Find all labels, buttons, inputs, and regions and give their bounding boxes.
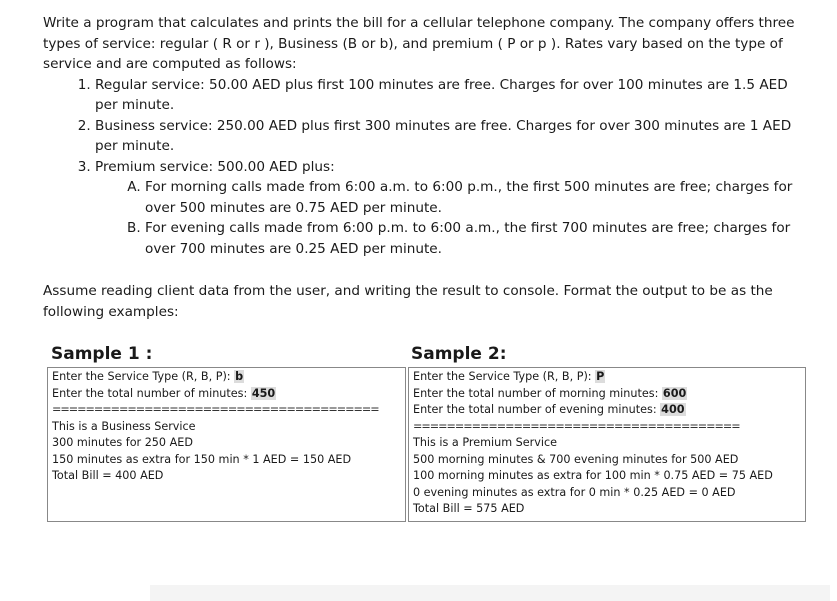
sample2-output-base: 500 morning minutes & 700 evening minutes for 500 AED	[413, 452, 739, 466]
premium-label: Premium service: 500.00 AED plus:	[95, 158, 335, 175]
sample2-prompt-evening: Enter the total number of evening minutes: 400	[413, 403, 685, 416]
sample1-output-service: This is a Business Service	[52, 419, 196, 433]
sample1-output-extra: 150 minutes as extra for 150 min * 1 AED = 150 AED	[52, 452, 352, 466]
sample2-title: Sample 2:	[411, 344, 507, 364]
sample2-prompt-type: Enter the Service Type (R, B, P): P	[413, 370, 605, 383]
sublist-item-morning: A. For morning calls made from 6:00 a.m. to 6:00 p.m., the first 500 minutes are free; charges for over 500 minutes are 0.75 AED per minute.	[145, 177, 813, 218]
page-edge-shadow	[150, 585, 830, 601]
list-item-business: 2. Business service: 250.00 AED plus first 300 minutes are free. Charges for over 300 minutes are 1 AED per minute.	[95, 116, 813, 157]
sample2-output-evening-extra: 0 evening minutes as extra for 0 min * 0.25 AED = 0 AED	[413, 485, 736, 499]
intro-paragraph: Write a program that calculates and prints the bill for a cellular telephone company. The company offers three types of service: regular ( R or r ), Business (B or b), and premium ( P or p ). Rates vary based on the type of service and are computed as follows:	[43, 15, 795, 72]
sample1-prompt-minutes: Enter the total number of minutes: 450	[52, 386, 276, 400]
list-item-regular: 1. Regular service: 50.00 AED plus first 100 minutes are free. Charges for over 100 minutes are 1.5 AED per minute.	[95, 75, 813, 116]
sample2-output-morning-extra: 100 morning minutes as extra for 100 min * 0.75 AED = 75 AED	[413, 469, 773, 482]
sample2-separator: =======================================	[413, 419, 740, 433]
problem-statement	[43, 13, 813, 322]
service-list	[43, 75, 813, 260]
premium-sublist	[95, 177, 813, 259]
sample2-input-evening: 400	[661, 403, 685, 416]
sample1-separator: =======================================	[52, 403, 379, 416]
sample1-input-type: b	[235, 370, 244, 383]
sample2-input-type: P	[596, 370, 605, 383]
sample1-prompt-type: Enter the Service Type (R, B, P): b	[52, 370, 244, 383]
sample1-title: Sample 1 :	[51, 344, 153, 364]
list-item-premium	[95, 157, 813, 260]
sample1-output-base: 300 minutes for 250 AED	[52, 436, 193, 449]
sample1-console	[47, 367, 406, 522]
sample2-prompt-morning: Enter the total number of morning minutes: 600	[413, 386, 687, 400]
sample2-output-service: This is a Premium Service	[413, 436, 558, 449]
sample2-output-total: Total Bill = 575 AED	[413, 502, 525, 515]
sublist-item-evening: B. For evening calls made from 6:00 p.m. to 6:00 a.m., the first 700 minutes are free; charges for over 700 minutes are 0.25 AED per minute.	[145, 218, 813, 259]
sample2-console	[408, 367, 806, 522]
sample1-output-total: Total Bill = 400 AED	[52, 469, 164, 482]
sample2-input-morning: 600	[662, 386, 687, 400]
sample1-input-minutes: 450	[251, 386, 276, 400]
assume-paragraph: Assume reading client data from the user, and writing the result to console. Format the output to be as the following examples:	[43, 283, 773, 320]
